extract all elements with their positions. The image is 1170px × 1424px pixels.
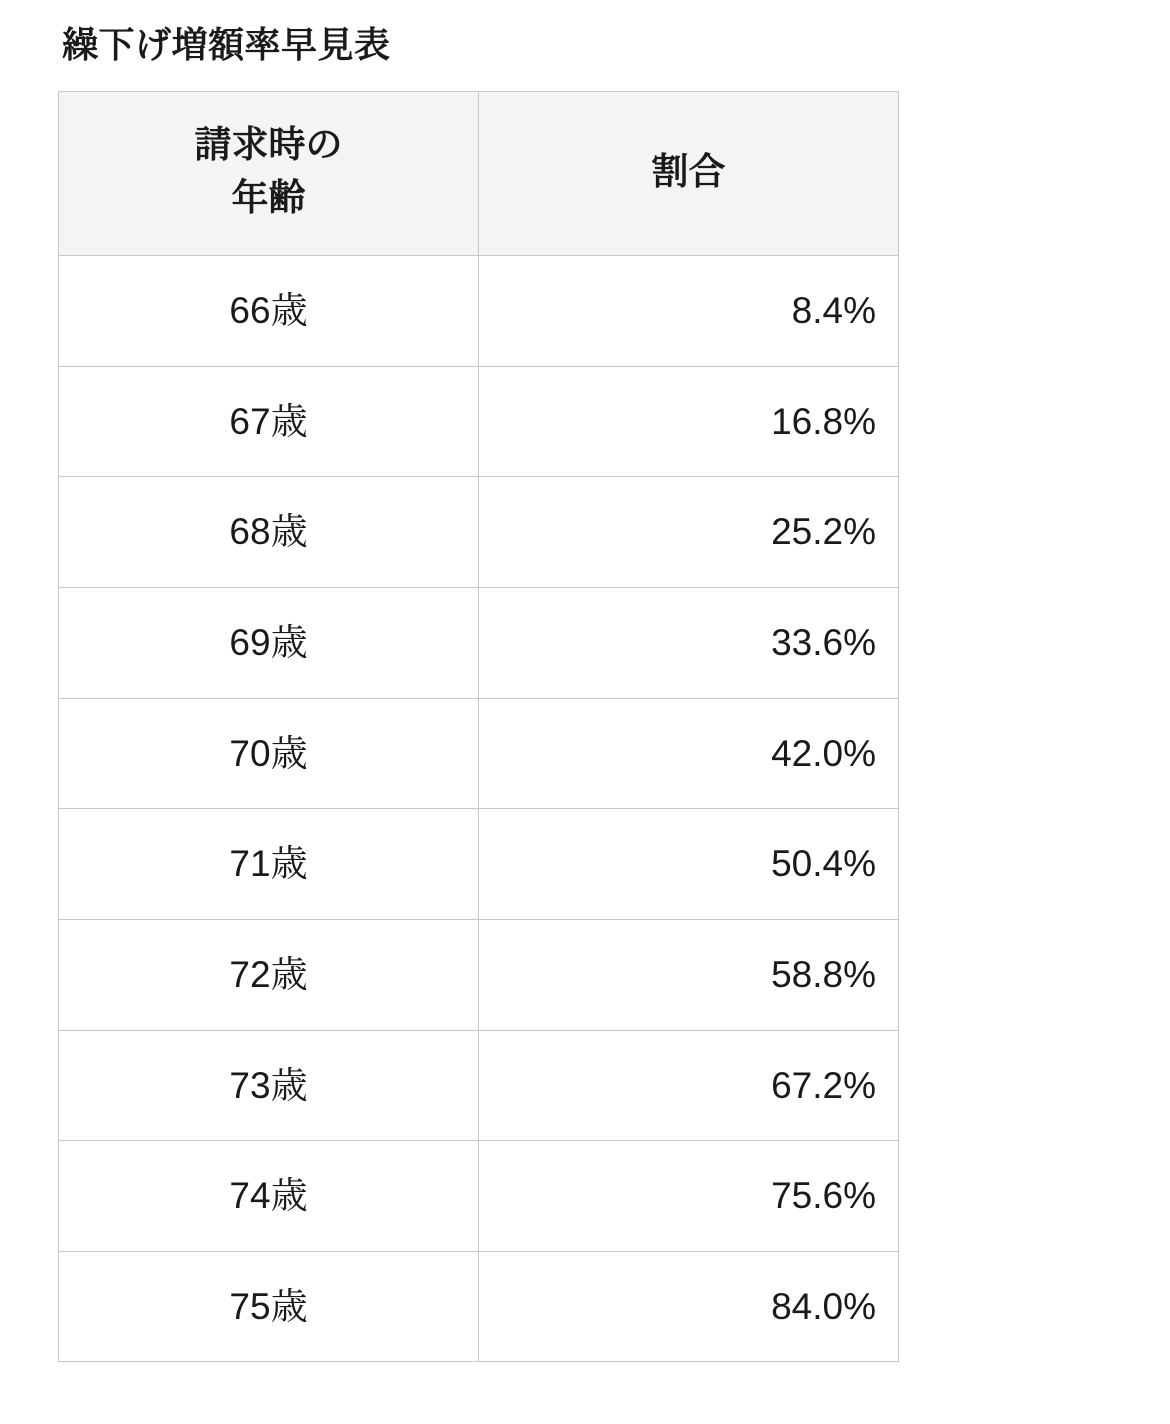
cell-age: 71歳 [59, 809, 479, 920]
table-row [59, 256, 899, 367]
table-row [59, 1251, 899, 1362]
cell-age: 68歳 [59, 477, 479, 588]
cell-age: 72歳 [59, 919, 479, 1030]
table-header [59, 91, 899, 255]
page-title: 繰下げ増額率早見表 [62, 24, 391, 65]
cell-age: 67歳 [59, 366, 479, 477]
cell-rate: 50.4% [479, 809, 899, 920]
cell-rate: 75.6% [479, 1141, 899, 1252]
table-header-row [59, 91, 899, 255]
table-row [59, 919, 899, 1030]
table-row [59, 588, 899, 699]
cell-rate: 16.8% [479, 366, 899, 477]
deferral-increase-rate-table [58, 91, 899, 1363]
cell-rate: 33.6% [479, 588, 899, 699]
table-row [59, 809, 899, 920]
column-header-age-line2: 年齢 [231, 177, 306, 219]
cell-age: 75歳 [59, 1251, 479, 1362]
cell-age: 74歳 [59, 1141, 479, 1252]
cell-age: 66歳 [59, 256, 479, 367]
table-row [59, 698, 899, 809]
column-header-age [59, 91, 479, 255]
table-row [59, 1141, 899, 1252]
table-row [59, 477, 899, 588]
cell-age: 70歳 [59, 698, 479, 809]
table-row [59, 366, 899, 477]
cell-rate: 67.2% [479, 1030, 899, 1141]
table-row [59, 1030, 899, 1141]
cell-rate: 25.2% [479, 477, 899, 588]
cell-rate: 84.0% [479, 1251, 899, 1362]
column-header-age-line1: 請求時の [194, 123, 343, 165]
cell-rate: 42.0% [479, 698, 899, 809]
cell-rate: 8.4% [479, 256, 899, 367]
cell-age: 69歳 [59, 588, 479, 699]
column-header-rate: 割合 [479, 91, 899, 255]
cell-rate: 58.8% [479, 919, 899, 1030]
table-body [59, 256, 899, 1362]
cell-age: 73歳 [59, 1030, 479, 1141]
